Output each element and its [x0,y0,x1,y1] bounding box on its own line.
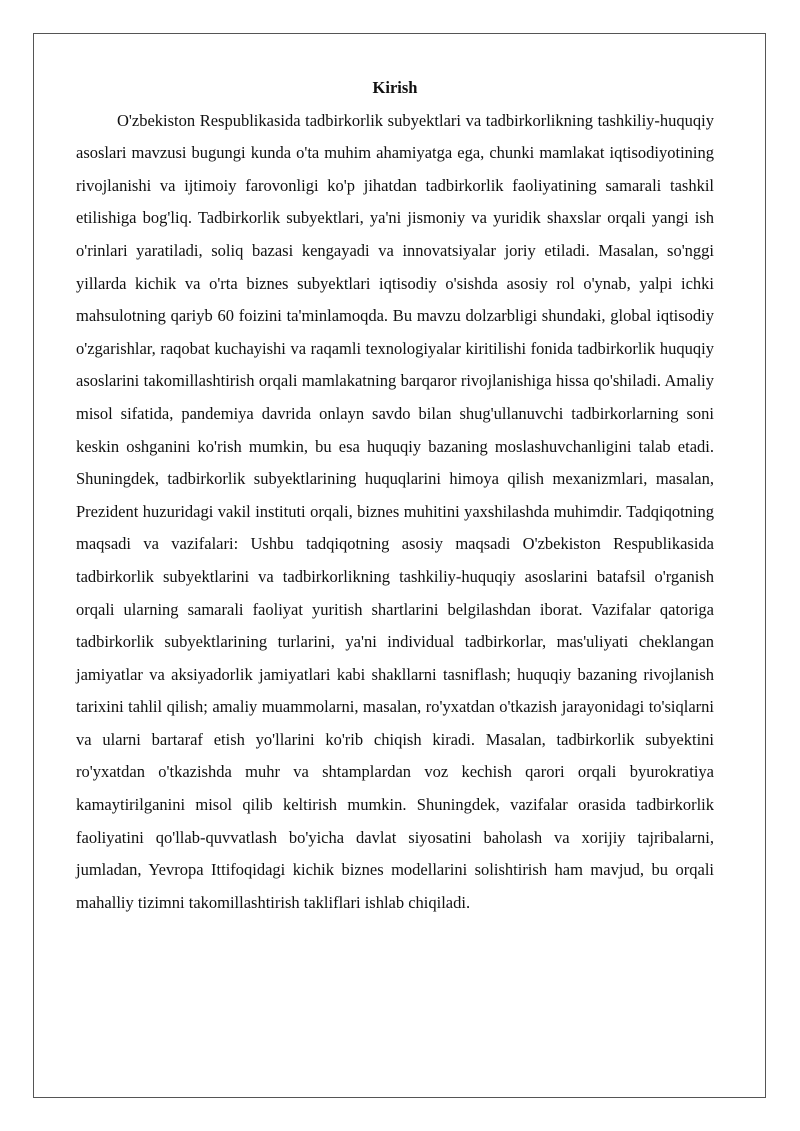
document-body [76,72,714,919]
body-paragraph: O'zbekiston Respublikasida tadbirkorlik subyektlari va tadbirkorlikning tashkiliy-huquqiy asoslari mavzusi bugungi kunda o'ta muhim ahamiyatga ega, chunki mamlakat iqtisodiyotining rivojlanishi va ijtimoiy farovonligi ko'p jihatdan tadbirkorlik faoliyatining samarali tashkil etilishiga bog'liq. Tadbirkorlik subyektlari, ya'ni jismoniy va yuridik shaxslar orqali yangi ish o'rinlari yaratiladi, soliq bazasi kengayadi va innovatsiyalar joriy etiladi. Masalan, so'nggi yillarda kichik va o'rta biznes subyektlari iqtisodiy o'sishda asosiy rol o'ynab, yalpi ichki mahsulotning qariyb 60 foizini ta'minlamoqda. Bu mavzu dolzarbligi shundaki, global iqtisodiy o'zgarishlar, raqobat kuchayishi va raqamli texnologiyalar kiritilishi fonida tadbirkorlik huquqiy asoslarini takomillashtirish orqali mamlakatning barqaror rivojlanishiga hissa qo'shiladi. Amaliy misol sifatida, pandemiya davrida onlayn savdo bilan shug'ullanuvchi tadbirkorlarning soni keskin oshganini ko'rish mumkin, bu esa huquqiy bazaning moslashuvchanligini talab etadi. Shuningdek, tadbirkorlik subyektlarining huquqlarini himoya qilish mexanizmlari, masalan, Prezident huzuridagi vakil instituti orqali, biznes muhitini yaxshilashda muhimdir. Tadqiqotning maqsadi va vazifalari: Ushbu tadqiqotning asosiy maqsadi O'zbekiston Respublikasida tadbirkorlik subyektlarini va tadbirkorlikning tashkiliy-huquqiy asoslarini batafsil o'rganish orqali ularning samarali faoliyat yuritish shartlarini belgilashdan iborat. Vazifalar qatoriga tadbirkorlik subyektlarining turlarini, ya'ni individual tadbirkorlar, mas'uliyati cheklangan jamiyatlar va aksiyadorlik jamiyatlari kabi shakllarni tasniflash; huquqiy bazaning rivojlanish tarixini tahlil qilish; amaliy muammolarni, masalan, ro'yxatdan o'tkazish jarayonidagi to'siqlarni va ularni bartaraf etish yo'llarini ko'rib chiqish kiradi. Masalan, tadbirkorlik subyektini ro'yxatdan o'tkazishda muhr va shtamplardan voz kechish qarori orqali byurokratiya kamaytirilganini misol qilib keltirish mumkin. Shuningdek, vazifalar orasida tadbirkorlik faoliyatini qo'llab-quvvatlash bo'yicha davlat siyosatini baholash va xorijiy tajribalarni, jumladan, Yevropa Ittifoqidagi kichik biznes modellarini solishtirish ham mavjud, bu orqali mahalliy tizimni takomillashtirish takliflari ishlab chiqiladi. [76,110,714,912]
document-title: Kirish [372,78,418,97]
